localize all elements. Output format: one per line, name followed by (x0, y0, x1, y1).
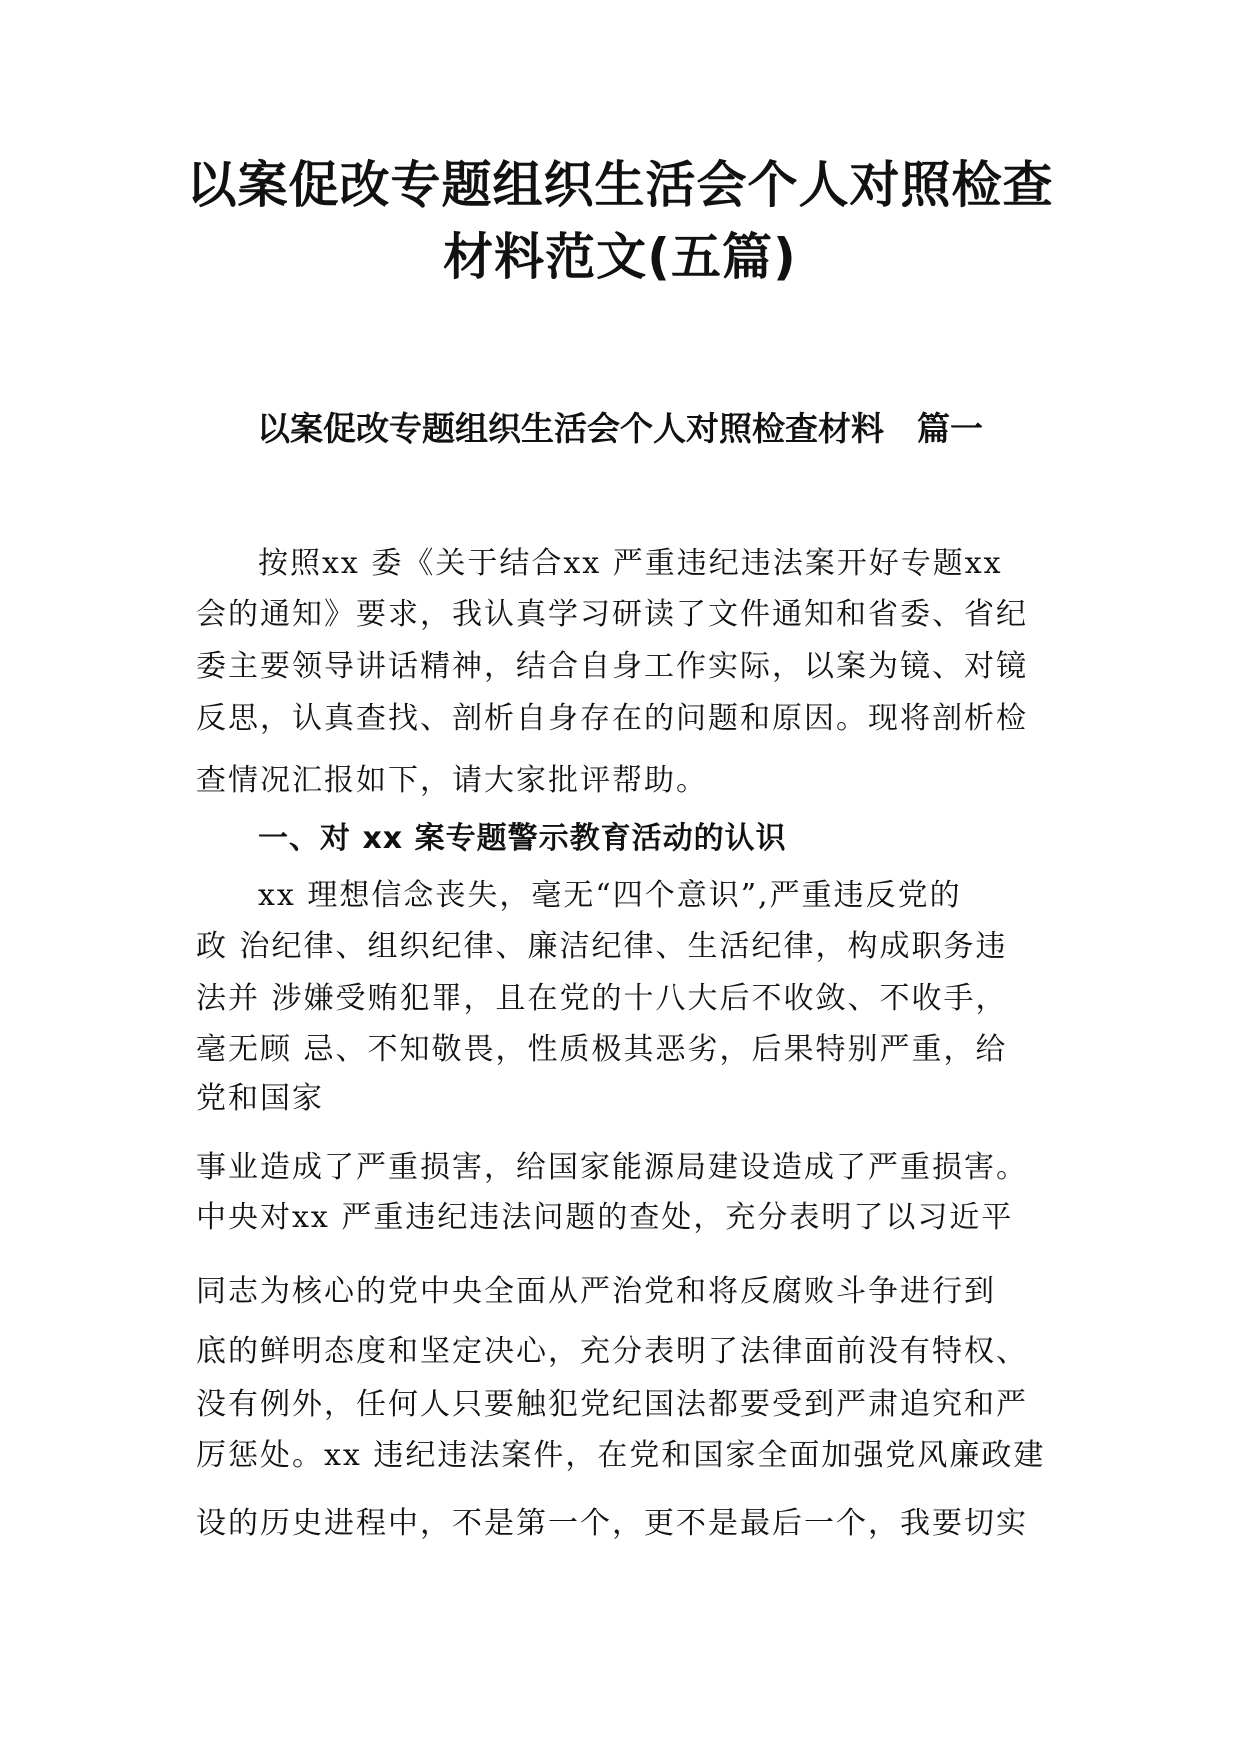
section-heading: 一、对 xx 案专题警示教育活动的认识 (258, 821, 787, 856)
paragraph-line: 设的历史进程中，不是第一个，更不是最后一个，我要切实 (196, 1506, 1028, 1541)
paragraph-line: 中央对xx 严重违纪违法问题的查处，充分表明了以习近平 (196, 1200, 1014, 1235)
section-title: 以案促改专题组织生活会个人对照检查材料 篇一 (257, 409, 983, 448)
paragraph-line: 按照xx 委《关于结合xx 严重违纪违法案开好专题xx (258, 546, 1003, 581)
paragraph-line: 法并 涉嫌受贿犯罪，且在党的十八大后不收敛、不收手， (196, 981, 1008, 1016)
paragraph-line: 反思，认真查找、剖析自身存在的问题和原因。现将剖析检 (196, 701, 1028, 736)
paragraph-line: xx 理想信念丧失，毫无“四个意识”,严重违反党的 (258, 878, 962, 913)
paragraph-line: 查情况汇报如下，请大家批评帮助。 (196, 763, 708, 798)
paragraph-line: 会的通知》要求，我认真学习研读了文件通知和省委、省纪 (196, 597, 1028, 632)
paragraph-line: 同志为核心的党中央全面从严治党和将反腐败斗争进行到 (196, 1274, 996, 1309)
paragraph-line: 毫无顾 忌、不知敬畏，性质极其恶劣，后果特别严重，给 (196, 1032, 1008, 1067)
paragraph-line: 党和国家 (196, 1081, 324, 1116)
paragraph-line: 没有例外，任何人只要触犯党纪国法都要受到严肃追究和严 (196, 1387, 1028, 1422)
document-title-line-2: 材料范文(五篇) (443, 228, 797, 286)
paragraph-line: 厉惩处。xx 违纪违法案件，在党和国家全面加强党风廉政建 (196, 1438, 1046, 1473)
paragraph-line: 委主要领导讲话精神，结合自身工作实际，以案为镜、对镜 (196, 649, 1028, 684)
paragraph-line: 事业造成了严重损害，给国家能源局建设造成了严重损害。 (196, 1150, 1028, 1185)
paragraph-line: 政 治纪律、组织纪律、廉洁纪律、生活纪律，构成职务违 (196, 929, 1008, 964)
paragraph-line: 底的鲜明态度和坚定决心，充分表明了法律面前没有特权、 (196, 1334, 1028, 1369)
document-title-line-1: 以案促改专题组织生活会个人对照检查 (186, 156, 1054, 214)
